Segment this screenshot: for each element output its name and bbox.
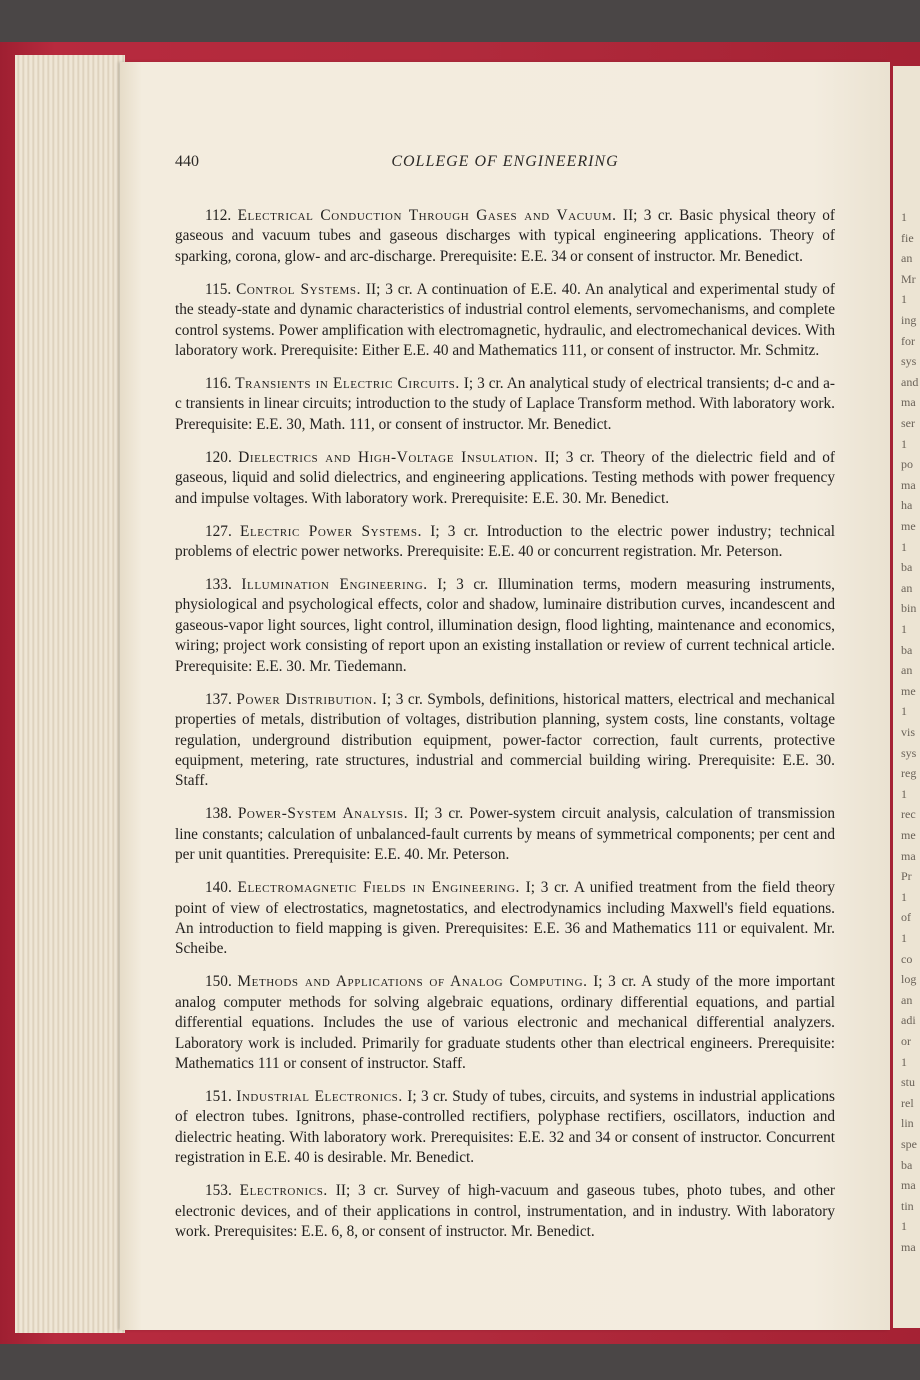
facing-page-fragment: me	[901, 519, 916, 533]
facing-page-fragment: me	[901, 683, 916, 698]
facing-page-fragment: rel	[901, 1095, 914, 1110]
facing-page-fragment: sys	[901, 745, 917, 760]
facing-page-fragment: ba	[901, 1157, 913, 1172]
facing-page-fragment: 1	[901, 539, 907, 554]
facing-page-edge	[893, 66, 920, 1328]
course-description: I; 3 cr. A study of the more important analog computer methods for solving algebraic equations, ordinary differential equations, and partial differential equations. Includes the use of various electronic and mechanical differential analyzers. Laboratory work is included. Primarily for graduate students other than electrical engineers. Prerequisite: Mathematics 111 or consent of instructor. Staff.	[175, 973, 835, 1072]
facing-page-fragment: ma	[901, 1240, 916, 1254]
course-description: I; 3 cr. A unified treatment from the field theory point of view of electrostatics, magnetostatics, and electrodynamics including Maxwell's field equations. An introduction to field mapping is given. Prerequisites: E.E. 36 and Mathematics 111 or equivalent. Mr. Scheibe.	[175, 879, 835, 958]
course-number: 140.	[205, 879, 232, 897]
course-description: I; 3 cr. Illumination terms, modern measuring instruments, physiological and psychological effects, color and shadow, luminaire distribution curves, incandescent and gaseous-vapor light sources, light control, illumination design, flood lighting, maintenance and economics, wiring; project work consisting of report upon an existing installation or review of current technical article. Prerequisite: E.E. 30. Mr. Tiedemann.	[175, 576, 835, 675]
course-description: II; 3 cr. A continuation of E.E. 40. An analytical and experimental study of the steady-state and dynamic characteristics of industrial control elements, servomechanisms, and complete control systems. Power amplification with electromagnetic, hydraulic, and electromechanical devices. With laboratory work. Prerequisite: Either E.E. 40 and Mathematics 111, or consent of instructor. Mr. Schmitz.	[175, 280, 836, 360]
course-number: 112.	[205, 207, 232, 224]
page-edges	[15, 55, 125, 1333]
course-title: Electric Power Systems.	[240, 522, 423, 540]
course-title: Control Systems.	[236, 280, 362, 298]
course-entry	[175, 804, 835, 865]
course-title: Electrical Conduction Through Gases and Vacuum.	[237, 207, 617, 224]
course-entry	[175, 690, 835, 792]
course-number: 150.	[205, 973, 232, 991]
facing-page-fragment: me	[901, 828, 916, 842]
facing-page-fragment: of	[901, 910, 911, 925]
course-entry	[175, 206, 835, 267]
facing-page-fragment: ser	[901, 416, 915, 430]
facing-page-fragment: ba	[901, 560, 913, 575]
course-number: 127.	[205, 522, 232, 540]
facing-page-fragment: vis	[901, 725, 916, 739]
facing-page-fragment: Mr	[901, 271, 916, 286]
facing-page-fragment: 1	[901, 436, 907, 451]
course-title: Methods and Applications of Analog Computing.	[237, 973, 588, 991]
facing-page-fragment: rec	[901, 807, 916, 822]
running-head	[175, 153, 835, 177]
course-title: Dielectrics and High-Voltage Insulation.	[238, 448, 539, 466]
facing-page-fragment: 1	[901, 622, 907, 636]
facing-page-fragment: ma	[901, 1178, 916, 1193]
course-title: Electromagnetic Fields in Engineering.	[237, 879, 520, 897]
facing-page-fragment: reg	[901, 766, 917, 781]
course-description: I; 3 cr. Symbols, definitions, historical matters, electrical and mechanical properties of metals, distribution of voltages, distribution planning, system costs, line constants, voltage regulation, underground distribution equipment, power-factor correction, fault currents, protective equipment, metering, rate structures, industrial and commercial building wiring. Prerequisite: E.E. 30. Staff.	[175, 690, 836, 790]
facing-page-fragment: an	[901, 251, 913, 266]
facing-page-fragment: fie	[901, 230, 914, 245]
course-description: II; 3 cr. Theory of the dielectric field and of gaseous, liquid and solid dielectrics, and engineering applications. Testing methods with power frequency and impulse voltages. With laboratory work. Prerequisite: E.E. 30. Mr. Benedict.	[175, 448, 835, 507]
course-description: I; 3 cr. Study of tubes, circuits, and systems in industrial applications of electron tubes. Ignitrons, phase-controlled rectifiers, polyphase rectifiers, oscillators, induction and dielectric heating. With laboratory work. Prerequisites: E.E. 32 and 34 or consent of instructor. Concurrent registration in E.E. 40 is desirable. Mr. Benedict.	[175, 1087, 836, 1167]
facing-page-fragment: ha	[901, 498, 913, 513]
facing-page-fragment: for	[901, 333, 915, 348]
facing-page-fragment: an	[901, 663, 913, 678]
course-entry	[175, 448, 835, 509]
course-title: Industrial Electronics.	[236, 1087, 403, 1105]
course-number: 137.	[205, 690, 232, 708]
course-number: 151.	[205, 1087, 232, 1105]
facing-page-fragment: 1	[901, 704, 907, 719]
course-title: Power Distribution.	[236, 690, 378, 708]
page-number: 440	[175, 153, 199, 170]
facing-page-fragment: or	[901, 1034, 911, 1048]
facing-page-fragment: tin	[901, 1198, 914, 1213]
facing-page-fragment: ing	[901, 313, 917, 327]
course-title: Electronics.	[239, 1182, 328, 1200]
course-entry	[175, 374, 835, 435]
course-number: 116.	[205, 375, 232, 393]
course-entry	[175, 972, 835, 1074]
course-description: I; 3 cr. Introduction to the electric power industry; technical problems of electric power networks. Prerequisite: E.E. 40 or concurrent registration. Mr. Peterson.	[175, 522, 835, 561]
course-entry	[175, 1181, 835, 1242]
facing-page-fragment: an	[901, 580, 913, 595]
course-title: Illumination Engineering.	[241, 576, 428, 594]
course-title: Power-System Analysis.	[237, 805, 409, 823]
facing-page-fragment: 1	[901, 786, 907, 801]
course-entry	[175, 878, 835, 960]
facing-page-fragment: ba	[901, 642, 913, 657]
course-number: 138.	[205, 805, 232, 823]
course-entry	[175, 280, 835, 362]
facing-page-fragment: and	[901, 374, 919, 389]
course-entry	[175, 575, 835, 677]
course-number: 153.	[205, 1182, 232, 1200]
facing-page-fragment: bin	[901, 601, 917, 616]
course-number: 120.	[205, 448, 232, 466]
course-title: Transients in Electric Circuits.	[235, 375, 460, 393]
facing-page-fragment: ma	[901, 477, 916, 492]
course-list	[175, 206, 835, 1255]
facing-page-fragment: lin	[901, 1116, 914, 1131]
course-number: 115.	[205, 280, 232, 298]
course-entry	[175, 522, 835, 563]
facing-page-fragment: ma	[901, 395, 916, 410]
facing-page-fragment: log	[901, 972, 917, 987]
course-number: 133.	[205, 576, 232, 594]
facing-page-fragment: co	[901, 951, 913, 966]
running-title: COLLEGE OF ENGINEERING	[391, 153, 619, 170]
facing-page-fragment: spe	[901, 1137, 917, 1151]
facing-page-fragment: po	[901, 457, 913, 472]
facing-page-fragment: 1	[901, 1054, 907, 1069]
facing-page-fragment: 1	[901, 931, 907, 945]
course-entry	[175, 1087, 835, 1169]
facing-page-fragment: Pr	[901, 869, 912, 884]
facing-page-fragment: sys	[901, 354, 917, 369]
facing-page-fragment: stu	[901, 1075, 916, 1090]
course-description: I; 3 cr. An analytical study of electrical transients; d-c and a-c transients in linear circuits; introduction to the study of Laplace Transform method. With laboratory work. Prerequisite: E.E. 30, Math. 111, or consent of instructor. Mr. Benedict.	[175, 375, 835, 433]
facing-page-fragment: 1	[901, 210, 907, 224]
facing-page-fragment: 1	[901, 292, 907, 307]
course-description: II; 3 cr. Basic physical theory of gaseous and vacuum tubes and gaseous discharges with typical engineering applications. Theory of sparking, corona, glow- and arc-discharge. Prerequisite: E.E. 34 or consent of instructor. Mr. Benedict.	[175, 207, 835, 265]
facing-page-fragment: ma	[901, 848, 916, 863]
course-description: II; 3 cr. Power-system circuit analysis, calculation of transmission line constants; calculation of unbalanced-fault currents by means of symmetrical components; per cent and per unit quantities. Prerequisite: E.E. 40. Mr. Peterson.	[175, 805, 836, 864]
facing-page-fragment: 1	[901, 889, 907, 904]
facing-page-fragment: adi	[901, 1013, 916, 1028]
facing-page-fragment: an	[901, 992, 913, 1007]
facing-page-fragment: 1	[901, 1219, 907, 1234]
course-description: II; 3 cr. Survey of high-vacuum and gaseous tubes, photo tubes, and other electronic devices, and of their applications in control, instrumentation, and in industry. With laboratory work. Prerequisites: E.E. 6, 8, or consent of instructor. Mr. Benedict.	[175, 1182, 835, 1240]
